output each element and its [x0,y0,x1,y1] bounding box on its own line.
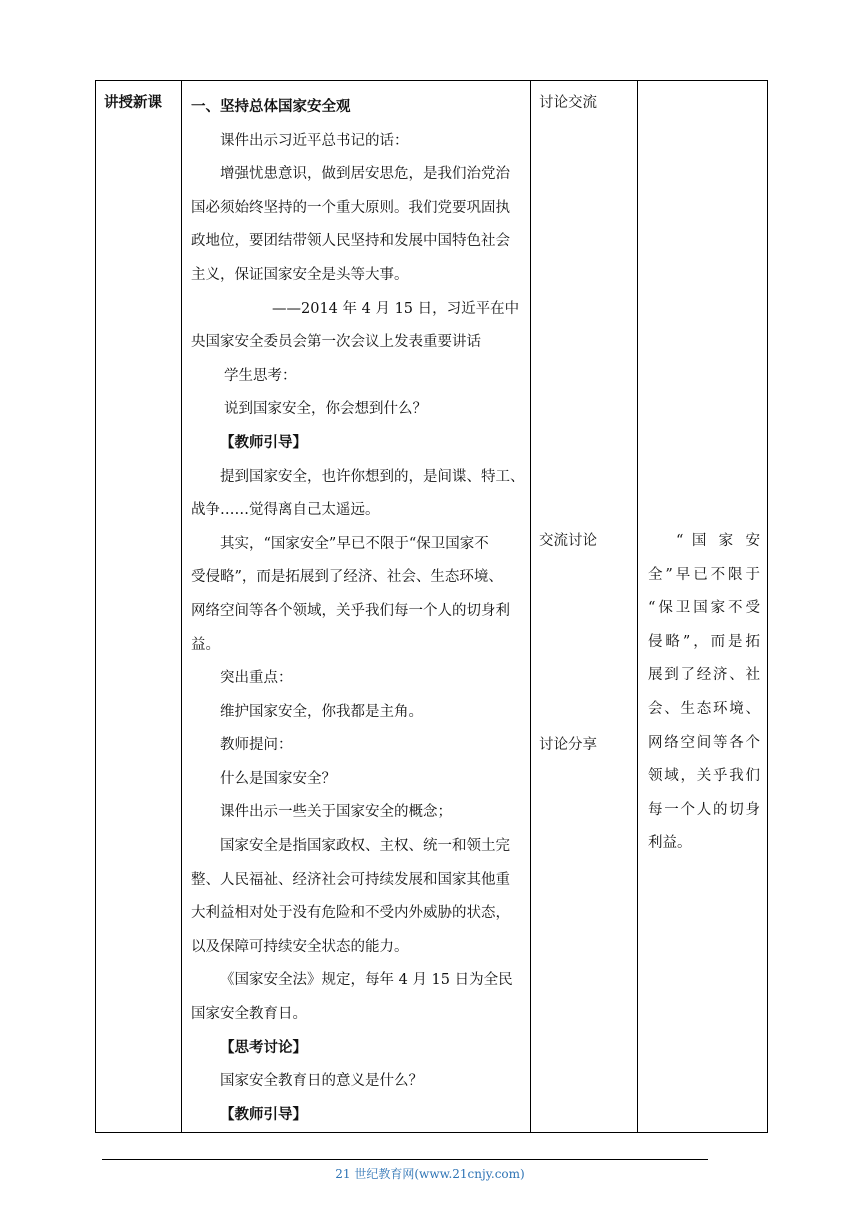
content-line: 说到国家安全，你会想到什么？ [224,401,427,418]
content-line: 国家安全教育日。 [191,1006,307,1023]
note-line: “ 国 家 安 [676,533,760,549]
content-cell [182,81,531,1133]
note-line: 侵略”，而是拓 [648,633,760,650]
content-line: 教师提问： [220,737,293,754]
content-line: 提到国家安全，也许你想到的，是间谍、特工、 [220,468,525,485]
content-line: 增强忧患意识，做到居安思危，是我们治党治 [220,166,510,183]
design-notes-cell [638,81,768,1133]
activity-label: 讨论分享 [539,737,597,753]
teacher-guidance-heading: 【教师引导】 [220,1106,307,1123]
activity-label: 交流讨论 [539,533,597,549]
footer-text[interactable]: 21 世纪教育网(www.21cnjy.com) [335,1167,525,1181]
content-line: 国家安全是指国家政权、主权、统一和领土完 [220,838,510,855]
content-line: 大利益相对处于没有危险和不受内外威胁的状态， [191,905,510,922]
teacher-guidance-heading: 【教师引导】 [220,434,307,451]
section-heading: 一、坚持总体国家安全观 [191,99,351,115]
content-line: 突出重点： [220,670,293,687]
note-line: 每一个人的切身 [648,801,760,818]
content-line: 什么是国家安全？ [220,770,336,787]
content-line: 益。 [191,636,220,653]
content-line: 整、人民福祉、经济社会可持续发展和国家其他重 [191,871,510,888]
note-line: 会、生态环境、 [648,700,760,717]
content-line: 主义，保证国家安全是头等大事。 [191,266,409,283]
stage-label: 讲授新课 [104,95,162,111]
content-line: 战争……觉得离自己太遥远。 [191,502,380,519]
table-row [96,81,768,1133]
discussion-heading: 【思考讨论】 [220,1039,307,1056]
content-line: 维护国家安全，你我都是主角。 [220,703,423,720]
content-line: 课件出示习近平总书记的话： [220,132,409,149]
activity-cell [531,81,638,1133]
content-line: 以及保障可持续安全状态的能力。 [191,938,409,955]
lesson-plan-table [95,80,768,1133]
note-line: 展到了经济、社 [648,667,760,684]
note-line: 网络空间等各个 [648,734,760,751]
note-line: 利益。 [648,835,692,852]
content-line: 其实，“国家安全”早已不限于“保卫国家不 [220,535,489,552]
quote-attribution: ——2014 年 4 月 15 日，习近平在中 [272,300,520,317]
note-line: “保卫国家不受 [648,600,760,617]
note-line: 领域，关乎我们 [648,768,760,785]
content-line: 央国家安全委员会第一次会议上发表重要讲话 [191,334,481,351]
content-line: 《国家安全法》规定，每年 4 月 15 日为全民 [220,972,513,989]
stage-cell [96,81,182,1133]
note-line: 全”早已不限于 [648,566,760,583]
design-notes [648,525,760,861]
content-line: 受侵略”，而是拓展到了经济、社会、生态环境、 [191,569,503,586]
content-line: 国必须始终坚持的一个重大原则。我们党要巩固执 [191,199,510,216]
content-line: 国家安全教育日的意义是什么？ [220,1073,423,1090]
content-line: 课件出示一些关于国家安全的概念； [220,804,452,821]
activity-label: 讨论交流 [539,95,597,111]
content-line: 网络空间等各个领域，关乎我们每一个人的切身利 [191,602,510,619]
content-line: 政地位，要团结带领人民坚持和发展中国特色社会 [191,233,510,250]
content-line: 学生思考： [224,367,297,384]
footer-divider [102,1159,708,1160]
